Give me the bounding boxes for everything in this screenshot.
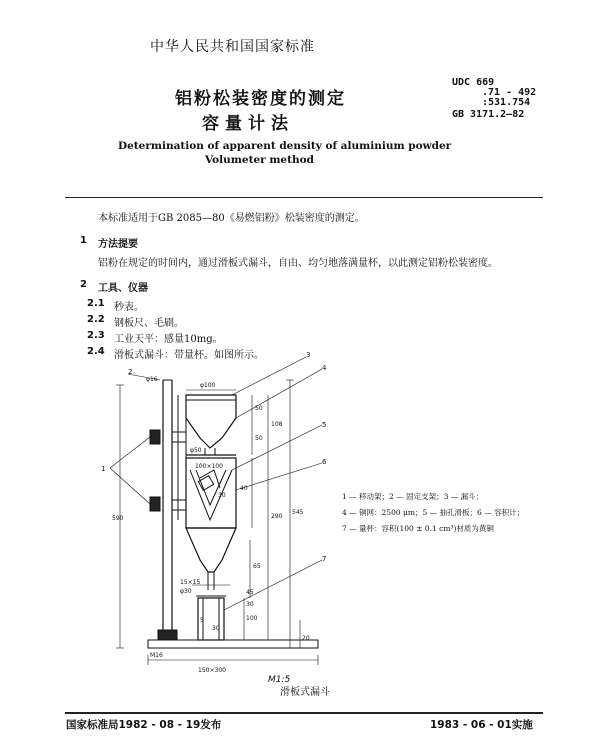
legend-line-1: 1 — 移动架；2 — 固定支架；3 — 漏斗；: [342, 492, 484, 501]
dim-text: M16: [150, 652, 163, 659]
base-plate: [148, 640, 318, 648]
section-2-number: 2: [80, 279, 87, 290]
dim-text: 545: [292, 509, 304, 516]
pole-base-bolt: [158, 630, 177, 640]
legend-line-2: 4 — 铜网：2500 μm；5 — 抽孔滑板；6 — 容积计；: [342, 508, 525, 517]
item-text: 滑板式漏斗：带量杯。如图所示。: [114, 350, 264, 361]
figure-caption: 滑板式漏斗: [280, 687, 330, 698]
item-number: 2.4: [87, 346, 105, 357]
intro-paragraph: 本标准适用于GB 2085—80《易燃铝粉》松装密度的测定。: [98, 213, 365, 224]
dim-text: 290: [271, 513, 283, 520]
lower-funnel: [186, 528, 236, 572]
title-cn-line2: 容量计法: [202, 114, 294, 134]
item-text: 秒表。: [114, 302, 144, 313]
callout-label: 4: [322, 364, 327, 372]
footer-divider: [65, 712, 543, 714]
dim-text: 15×15: [180, 579, 201, 586]
title-en-line2: Volumeter method: [205, 154, 314, 166]
callout-label: 2: [128, 368, 133, 376]
dim-text: 20: [302, 635, 310, 642]
scale-label: M1:5: [268, 675, 291, 685]
item-text: 工业天平：感量10mg。: [114, 334, 223, 345]
dim-text: 150×300: [198, 667, 226, 674]
dim-text: 50: [255, 435, 263, 442]
callout-label: 6: [322, 458, 327, 466]
dim-text: 50: [255, 405, 263, 412]
dim-text: φ100: [200, 382, 216, 389]
udc-line2: .71 - 492: [482, 87, 537, 98]
dim-text: 30: [218, 492, 226, 499]
movable-frame-clamp-upper: [150, 430, 160, 444]
dim-text: 45: [246, 589, 254, 596]
dim-text: 108: [271, 421, 283, 428]
movable-frame-clamp-lower: [150, 497, 160, 511]
national-standard-heading: 中华人民共和国国家标准: [150, 39, 315, 55]
dim-text: 100×100: [195, 463, 223, 470]
dim-text: 65: [253, 563, 261, 570]
callout-label: 1: [101, 465, 106, 473]
section-1-title: 方法提要: [98, 239, 138, 250]
udc-line3: :531.754: [482, 97, 531, 108]
dim-text: 590: [112, 515, 124, 522]
title-en-line1: Determination of apparent density of aluminium powder: [118, 140, 452, 152]
dim-text: φ30: [180, 588, 192, 595]
dim-text: 30: [246, 601, 254, 608]
dim-text: 40: [240, 485, 248, 492]
callout-label: 5: [322, 421, 327, 429]
legend-line-3: 7 — 量杯：容积(100 ± 0.1 cm³)材质为黄铜: [342, 524, 494, 533]
callout-label: 7: [322, 555, 327, 563]
dim-text: 100: [246, 615, 258, 622]
dim-text: φ16: [146, 376, 158, 383]
gb-code: GB 3171.2—82: [452, 109, 525, 120]
callout-label: 3: [306, 351, 311, 359]
title-cn-line1: 铝粉松装密度的测定: [175, 89, 346, 109]
section-2-title: 工具、仪器: [98, 283, 148, 294]
footer-effective: 1983 - 06 - 01实施: [430, 719, 533, 731]
dim-text: 30: [212, 625, 220, 632]
item-number: 2.3: [87, 330, 105, 341]
footer-approval: 国家标准局1982 - 08 - 19发布: [66, 719, 222, 731]
dim-text: φ50: [190, 447, 202, 454]
upper-funnel: [186, 395, 236, 448]
item-number: 2.1: [87, 298, 105, 309]
udc-label: UDC 669: [452, 77, 495, 88]
section-1-number: 1: [80, 235, 87, 246]
item-number: 2.2: [87, 314, 105, 325]
dim-text: 5: [200, 617, 204, 624]
section-1-text: 铝粉在规定的时间内，通过滑板式漏斗，自由、均匀地落满量杯，以此测定铝粉松装密度。: [98, 258, 498, 269]
item-text: 钢板尺、毛刷。: [114, 318, 184, 329]
